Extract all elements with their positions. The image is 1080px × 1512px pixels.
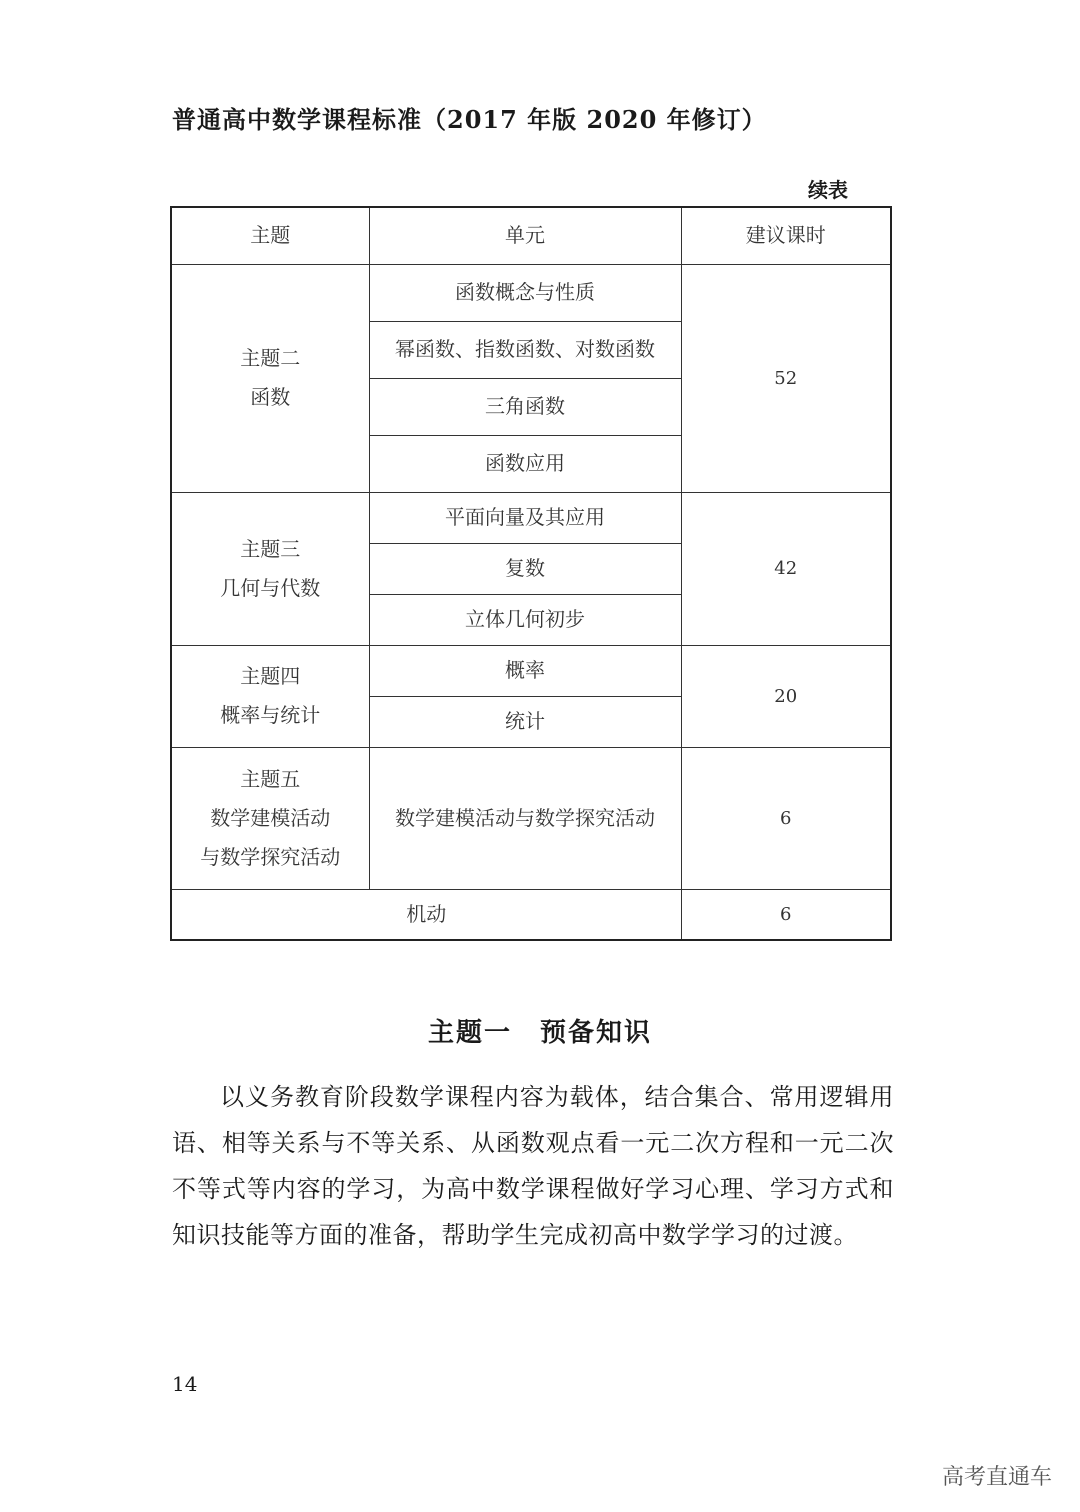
topic-line: 几何与代数 (220, 575, 321, 600)
table-header-row (171, 207, 891, 264)
topic-cell (171, 492, 369, 645)
topic-line: 数学建模活动 (210, 805, 331, 830)
table-row (171, 492, 891, 543)
hours-cell: 42 (681, 492, 891, 645)
unit-cell: 统计 (369, 696, 681, 747)
unit-cell: 函数应用 (369, 435, 681, 492)
unit-cell: 复数 (369, 543, 681, 594)
topic-cell (171, 747, 369, 889)
unit-cell: 三角函数 (369, 378, 681, 435)
unit-cell: 幂函数、指数函数、对数函数 (369, 321, 681, 378)
section-title: 主题一 预备知识 (427, 1018, 652, 1048)
unit-cell: 平面向量及其应用 (369, 492, 681, 543)
flex-label: 机动 (171, 889, 681, 940)
page-number: 14 (172, 1372, 198, 1396)
table-row (171, 264, 891, 321)
topic-line: 主题四 (240, 664, 301, 688)
header-unit: 单元 (369, 207, 681, 264)
continued-label: 续表 (808, 178, 848, 202)
topic-line: 主题三 (240, 536, 301, 561)
topic-line: 主题二 (240, 346, 301, 370)
curriculum-table (170, 206, 892, 941)
table-row (171, 645, 891, 696)
flex-row (171, 889, 891, 940)
unit-cell: 立体几何初步 (369, 594, 681, 645)
watermark: 高考直通车 (941, 1465, 1052, 1490)
header-topic: 主题 (171, 207, 369, 264)
topic-line: 主题五 (240, 766, 301, 791)
flex-hours: 6 (681, 889, 891, 940)
unit-cell: 概率 (369, 645, 681, 696)
topic-line: 概率与统计 (220, 703, 321, 727)
topic-cell (171, 264, 369, 492)
topic-cell (171, 645, 369, 747)
header-hours: 建议课时 (681, 207, 891, 264)
topic-line: 与数学探究活动 (200, 844, 341, 869)
table-row (171, 747, 891, 889)
hours-cell: 20 (681, 645, 891, 747)
running-header: 普通高中数学课程标准（2017 年版 2020 年修订） (172, 105, 767, 134)
body-paragraph: 以义务教育阶段数学课程内容为载体，结合集合、常用逻辑用语、相等关系与不等关系、从函数观点看一元二次方程和一元二次不等式等内容的学习，为高中数学课程做好学习心理、学习方式和知识技能等方面的准备，帮助学生完成初高中数学学习的过渡。 (172, 1083, 894, 1249)
unit-cell: 数学建模活动与数学探究活动 (369, 747, 681, 889)
topic-line: 函数 (250, 385, 291, 409)
unit-cell: 函数概念与性质 (369, 264, 681, 321)
hours-cell: 52 (681, 264, 891, 492)
hours-cell: 6 (681, 747, 891, 889)
